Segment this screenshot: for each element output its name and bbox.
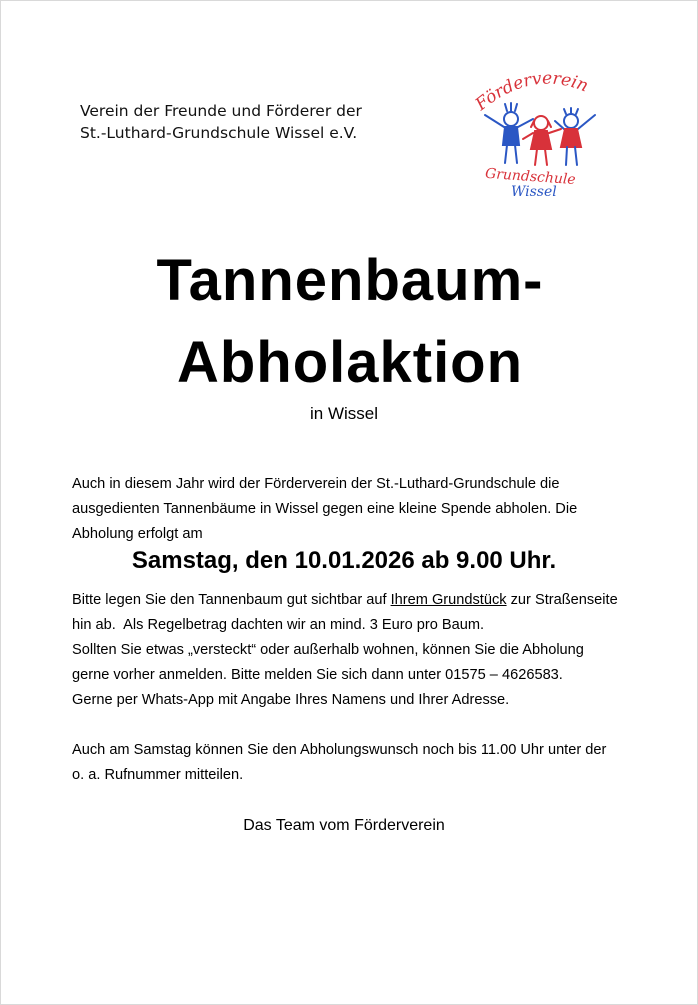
intro-paragraph: [72, 472, 632, 547]
organization-name: [80, 100, 362, 144]
foerderverein-logo: [471, 69, 607, 199]
details-line-2: hin ab. Als Regelbetrag dachten wir an mind. 3 Euro pro Baum.: [72, 617, 485, 633]
details-line-5: Gerne per Whats-App mit Angabe Ihres Namens und Ihrer Adresse.: [72, 692, 510, 708]
subtitle: in Wissel: [309, 404, 378, 423]
logo-top-text: [471, 69, 591, 115]
intro-line-3: Abholung erfolgt am: [72, 526, 203, 542]
details-line-3: Sollten Sie etwas „versteckt“ oder außerhalb wohnen, können Sie die Abholung: [72, 642, 584, 658]
child-figure-red-icon: [523, 116, 561, 165]
pickup-date: Samstag, den 10.01.2026 ab 9.00 Uhr.: [131, 547, 557, 574]
saturday-note: [72, 738, 632, 788]
underlined-grundstueck: Ihrem Grundstück: [390, 592, 507, 608]
organization-line-2: St.-Luthard-Grundschule Wissel e.V.: [80, 124, 358, 142]
title-line-1: Tannenbaum-: [156, 248, 544, 313]
details-paragraph: [72, 588, 632, 713]
intro-line-1: Auch in diesem Jahr wird der Förderverein der St.-Luthard-Grundschule die: [72, 476, 560, 492]
logo-bottom-text: Wissel: [511, 184, 557, 199]
details-line-1-end: zur Straßenseite: [506, 592, 618, 608]
saturday-note-line-1: Auch am Samstag können Sie den Abholungswunsch noch bis 11.00 Uhr unter der: [72, 742, 607, 758]
child-figure-blue-icon: [485, 103, 533, 163]
intro-line-2: ausgedienten Tannenbäume in Wissel gegen eine kleine Spende abholen. Die: [72, 501, 578, 517]
details-line-4: gerne vorher anmelden. Bitte melden Sie sich dann unter 01575 – 4626583.: [72, 667, 563, 683]
details-line-1-start: Bitte legen Sie den Tannenbaum gut sichtbar auf: [72, 592, 391, 608]
saturday-note-line-2: o. a. Rufnummer mitteilen.: [72, 767, 244, 783]
logo-top-text-path: Förderverein: [471, 69, 591, 115]
child-figure-third-icon: [555, 108, 595, 165]
logo-mid-text: Grundschule: [484, 165, 577, 189]
organization-line-1: Verein der Freunde und Förderer der: [80, 102, 362, 120]
signature: Das Team vom Förderverein: [243, 817, 445, 834]
details-line-1: [72, 588, 632, 613]
title-line-2: Abholaktion: [176, 330, 524, 395]
